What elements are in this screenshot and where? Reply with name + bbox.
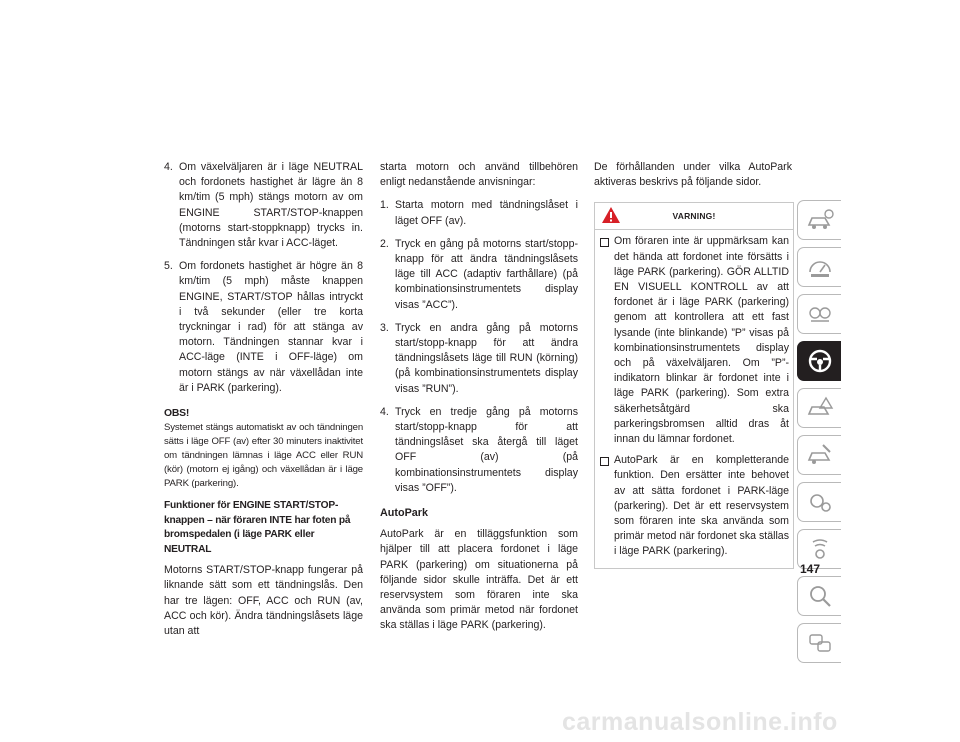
search-index-icon <box>805 581 835 611</box>
column-3 <box>594 160 792 569</box>
list-text: Tryck en andra gång på motorns start/stopp-knapp för att ändra tändningslåsets läge till RUN (körning) (på kombinationsinstrumentets display visas ”RUN”). <box>395 321 578 395</box>
list-number: 4. <box>380 405 389 418</box>
warning-header <box>595 203 793 230</box>
warning-title: VARNING! <box>672 210 716 221</box>
car-info-icon <box>805 205 835 235</box>
bullet-square-icon <box>600 238 609 247</box>
column-1 <box>164 160 363 639</box>
warning-item <box>595 449 793 567</box>
chapter-tabs <box>797 200 843 670</box>
intro-paragraph: De förhållanden under vilka AutoPark aktiveras beskrivs på följande sidor. <box>594 161 792 189</box>
body-paragraph: AutoPark är en tilläggsfunktion som hjälper till att placera fordonet i läge PARK (parkering) om situationerna på följande sidor skulle inträffa. Det är ett reservsystem som föraren inte ska använda som primär metod när fordonet ska ställas i läge PARK (parkering). <box>380 528 578 632</box>
dashboard-icon <box>805 252 835 282</box>
list-text: Starta motorn med tändningslåset i läget OFF (av). <box>395 199 578 227</box>
bullet-square-icon <box>600 457 609 466</box>
section-heading: AutoPark <box>380 507 428 520</box>
list-number: 5. <box>164 260 173 273</box>
tab-specs[interactable] <box>797 482 841 522</box>
list-item <box>164 160 363 251</box>
list-item <box>380 321 578 397</box>
tab-dashboard[interactable] <box>797 247 841 287</box>
intro-paragraph: starta motorn och använd tillbehören enligt nedanstående anvisningar: <box>380 161 578 189</box>
list-item <box>380 405 578 496</box>
list-item <box>380 198 578 228</box>
note-title: OBS! <box>164 408 190 420</box>
warning-item <box>595 230 793 449</box>
tab-index[interactable] <box>797 576 841 616</box>
warning-text: AutoPark är en kompletterande funktion. Den ersätter inte behovet av att sätta fordonet i PARK-läge (parkering). Det är ett reservsystem som föraren inte ska använda som primär metod när fordonet ska ställas i läge PARK (parkering). <box>614 454 789 558</box>
tab-car-info[interactable] <box>797 200 841 240</box>
list-text: Tryck en gång på motorns start/stopp-knapp för att ändra tändningslåsets läge till ACC (adaptiv farthållare) (på kombinationsinstrumentets display visas ”ACC”). <box>395 237 578 311</box>
warning-car-icon <box>805 393 835 423</box>
page-number: 147 <box>800 562 821 576</box>
list-text: Om fordonets hastighet är högre än 8 km/tim (5 mph) måste knappen ENGINE, START/STOP hållas intryckt i två sekunder (eller tre korta tryckningar i rad) för att stänga av motorn. Tändningen stannar kvar i ACC-läge (INTE i OFF-läge) om motorn stängs av när växellådan inte är i PARK (parkering). <box>179 260 363 394</box>
watermark: carmanualsonline.info <box>562 708 838 736</box>
list-number: 2. <box>380 237 389 250</box>
tab-safety[interactable] <box>797 388 841 428</box>
note-text: Systemet stängs automatiskt av och tändningen sätts i läge OFF (av) efter 30 minuters inaktivitet om tändningen lämnas i läge ACC eller RUN (kör) (motorn ej igång) och växellådan är i läge PARK (parkering). <box>164 422 363 490</box>
list-item <box>380 237 578 313</box>
language-icon <box>805 628 835 658</box>
service-car-icon <box>805 440 835 470</box>
dashboard-gauges-icon <box>805 299 835 329</box>
list-number: 3. <box>380 321 389 334</box>
multimedia-icon <box>805 534 835 564</box>
list-number: 4. <box>164 161 173 173</box>
tab-languages[interactable] <box>797 623 841 663</box>
tab-controls[interactable] <box>797 294 841 334</box>
tab-service[interactable] <box>797 435 841 475</box>
section-subheading: Funktioner för ENGINE START/STOP-knappen – när föraren INTE har foten på bromspedalen (i läge PARK eller NEUTRAL <box>164 500 351 555</box>
body-paragraph: Motorns START/STOP-knapp fungerar på liknande sätt som ett tändningslås. Den har tre lägen: OFF, ACC och RUN (av, ACC och kör). Ändra tändningslåsets läge utan att <box>164 564 363 638</box>
list-number: 1. <box>380 199 389 212</box>
technical-specs-icon <box>805 487 835 517</box>
list-text: Tryck en tredje gång på motorns start/stopp-knapp för att tändningslåset ska återgå till läget OFF (av) (på kombinationsinstrumentets display visas ”OFF”). <box>395 405 578 494</box>
steering-wheel-icon <box>805 346 835 376</box>
warning-box <box>594 202 794 568</box>
warning-triangle-icon <box>601 206 621 229</box>
warning-text: Om föraren inte är uppmärksam kan det hända att fordonet inte försätts i läge PARK (parkering). GÖR ALLTID EN VISUELL KONTROLL av att fordonet är i läge PARK (parkering) genom att kontrollera att ett fast lysande (inte blinkande) ”P” visas på kombinationsinstrumentets display och på växelväljaren. Om ”P”-indikatorn blinkar är fordonet inte i läge PARK (parkering). Som extra säkerhetsåtgärd ska parkeringsbromsen alltid dras åt innan du lämnar fordonet. <box>614 235 789 446</box>
list-item <box>164 259 363 396</box>
column-2 <box>380 160 578 634</box>
list-text: Om växelväljaren är i läge NEUTRAL och fordonets hastighet är lägre än 8 km/tim (5 mph) stängs motorn av om ENGINE START/STOP-knappen (motorns start-stoppknapp) trycks in. Tändningen står kvar i ACC-läget. <box>179 161 363 250</box>
tab-starting-operating[interactable] <box>797 341 841 381</box>
